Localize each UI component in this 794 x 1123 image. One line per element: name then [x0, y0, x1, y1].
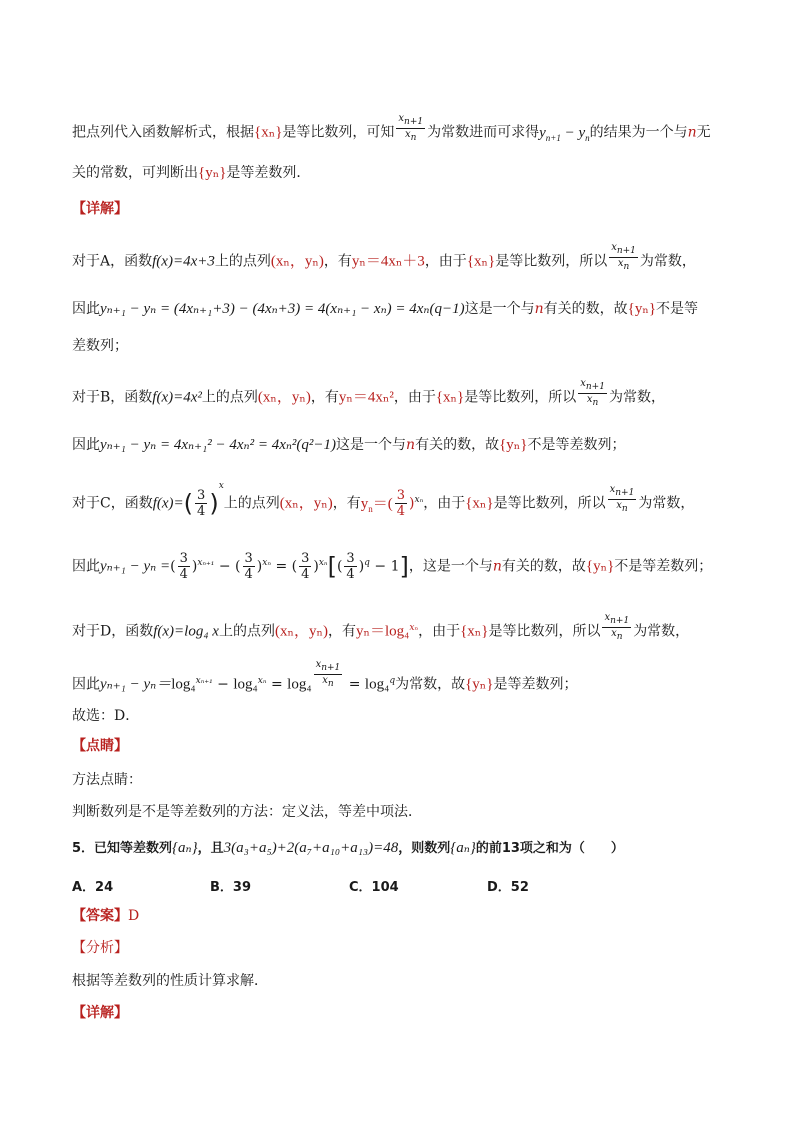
question-5: 5．已知等差数列{aₙ}，且3(a₃+a₅)+2(a₇+a₁₀+a₁₃)=48，则数列{aₙ}的前13项之和为（ ） [72, 840, 624, 856]
option-c: C．104 [349, 880, 399, 895]
line-1: 把点列代入函数解析式，根据{xₙ}是等比数列，可知 $\frac{x_{n+1}}{x_n}$ 为常数进而可求得$y_{n+1} - y_n$的结果为一个与n无 [72, 113, 711, 143]
line-a3: 差数列； [72, 338, 128, 354]
line-2: 关的常数，可判断出{yₙ}是等差数列． [72, 165, 311, 181]
line-b: 对于B，函数f(x)=4x²上的点列(xₙ，yₙ)，有yₙ＝4xₙ²，由于{xₙ}是等比数列，所以 $\frac{x_{n+1}}{x_n}$ 为常数， [72, 378, 665, 408]
option-d: D．52 [487, 880, 529, 895]
line-c2: 因此yₙ₊₁ − yₙ =( $\frac{3}{4}$ )$^{x_{n+1}}$ − ( $\frac{3}{4}$ )$^{x_n}$ = ( $\frac{3}{4}$ )$^{x_n}$[( $\frac{3}{4}$ )$^q$ − 1]，这是一个与n有关的数，故{yₙ}不是等差数列； [72, 551, 713, 582]
line-c: 对于C，函数f(x)=( $\frac{3}{4}$ )$^x$上的点列(xₙ，yₙ)，有$y_n=$( $\frac{3}{4}$ )$^{x_n}$，由于{xₙ}是等比数列，所以 $\frac{x_{n+1}}{x_n}$ 为常数， [72, 480, 695, 519]
line-a: 对于A，函数f(x)=4x+3上的点列(xₙ，yₙ)，有yₙ＝4xₙ＋3，由于{xₙ}是等比数列，所以 $\frac{x_{n+1}}{x_n}$ 为常数， [72, 242, 696, 272]
method-text: 判断数列是不是等差数列的方法：定义法，等差中项法． [72, 804, 422, 820]
line-d2: 因此yₙ₊₁ − yₙ＝log₄$^{x_{n+1}}$ − log₄$^{x_n}$ = log₄ $\frac{x_{n+1}}{x_n}$ = log₄$^q$为常数，故{yₙ}是等差数列； [72, 659, 578, 693]
section-detail-tag-2: 【详解】 [72, 1005, 128, 1021]
analysis-text: 根据等差数列的性质计算求解． [72, 973, 268, 989]
line-d: 对于D，函数f(x)=log₄ x上的点列(xₙ，yₙ)，有yₙ＝log₄$^{x_n}$，由于{xₙ}是等比数列，所以 $\frac{x_{n+1}}{x_n}$ 为常数， [72, 612, 690, 642]
analysis-tag: 【分析】 [72, 940, 128, 956]
answer-line: 【答案】D [72, 908, 140, 924]
section-comment-tag: 【点睛】 [72, 738, 128, 754]
option-a: A．24 [72, 880, 114, 895]
option-b: B．39 [210, 880, 251, 895]
answer-choice-line: 故选：D． [72, 708, 140, 724]
line-b2: 因此yₙ₊₁ − yₙ = 4xₙ₊₁² − 4xₙ² = 4xₙ²(q²−1)这是一个与n有关的数，故{yₙ}不是等差数列； [72, 437, 626, 453]
fraction-xn1-xn: $\frac{x_{n+1}}{x_n}$ [398, 113, 424, 143]
method-heading: 方法点睛： [72, 772, 142, 788]
line-a2: 因此yₙ₊₁ − yₙ = (4xₙ₊₁+3) − (4xₙ+3) = 4(xₙ₊₁ − xₙ) = 4xₙ(q−1)这是一个与n有关的数，故{yₙ}不是等 [72, 301, 699, 317]
section-detail-tag: 【详解】 [72, 201, 128, 217]
